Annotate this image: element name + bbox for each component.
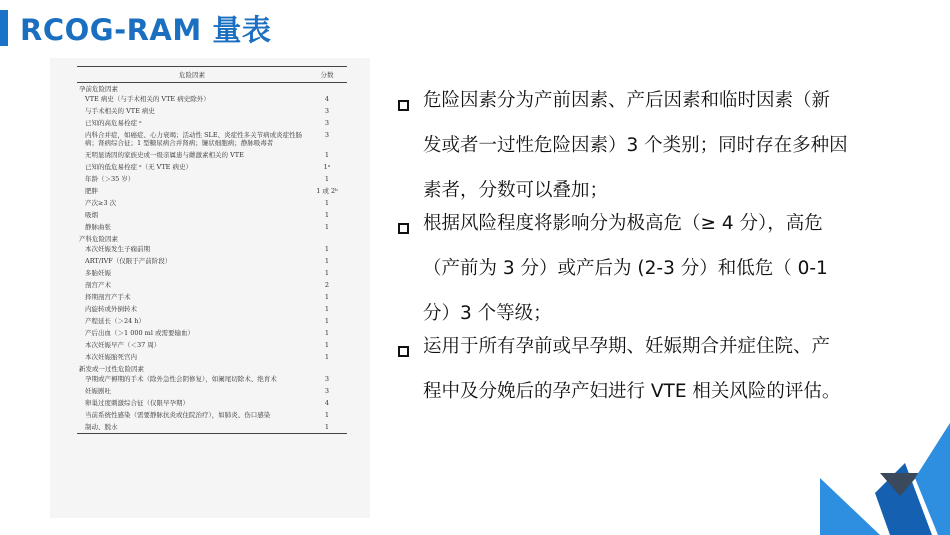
risk-factor-cell: 本次妊娠发生子痫前期 xyxy=(85,245,150,253)
risk-factor-cell: 本次妊娠早产（＜37 周） xyxy=(85,341,161,349)
table-row xyxy=(77,327,347,339)
table-row xyxy=(77,373,347,385)
table-row xyxy=(77,105,347,117)
score-cell: 1 xyxy=(324,341,330,349)
table-row xyxy=(77,339,347,351)
risk-factor-cell: 当前系统性感染（需要静脉抗炎或住院治疗），如肺炎、伤口感染 xyxy=(85,411,271,419)
rcog-table-image xyxy=(50,58,370,518)
table-row xyxy=(77,221,347,233)
score-cell: 3 xyxy=(324,131,330,139)
risk-factor-cell: 已知的低危易栓症 ᵃ（无 VTE 病史） xyxy=(85,163,192,171)
table-row xyxy=(77,149,347,161)
table-row xyxy=(77,197,347,209)
rcog-ram-table xyxy=(77,66,347,434)
score-cell: 1 xyxy=(324,317,330,325)
score-cell: 1 xyxy=(324,151,330,159)
table-row xyxy=(77,117,347,129)
risk-factor-cell: 静脉曲张 xyxy=(85,223,111,231)
bullet-item xyxy=(398,338,848,414)
table-category-row xyxy=(77,363,347,373)
score-cell xyxy=(307,83,347,94)
score-cell: 1 xyxy=(324,223,330,231)
risk-factor-cell: 新发或一过性危险因素 xyxy=(79,365,144,373)
risk-factor-cell: 内科合并症，如癌症、心力衰竭；活动性 SLE、炎症性多关节病或炎症性肠病；肾病综合征；1 型糖尿病合并肾病；镰状细胞病；静脉吸毒者 xyxy=(85,131,303,147)
score-cell: 1 xyxy=(324,199,330,207)
score-cell: 1 xyxy=(324,411,330,419)
score-cell: 3 xyxy=(324,119,330,127)
score-cell: 1 xyxy=(324,245,330,253)
risk-factor-cell: 与手术相关的 VTE 病史 xyxy=(85,107,155,115)
risk-factor-cell: 制动、脱水 xyxy=(77,421,307,434)
score-cell: 1 或 2ᵇ xyxy=(316,187,338,195)
risk-factor-cell: 本次妊娠胎死宫内 xyxy=(85,353,137,361)
header-score: 分数 xyxy=(307,67,347,83)
score-cell: 1 xyxy=(324,305,330,313)
header-risk-factor: 危险因素 xyxy=(77,67,307,83)
risk-factor-cell: 产后出血（＞1 000 ml 或需要输血） xyxy=(85,329,194,337)
bullet-text: 运用于所有孕前或早孕期、妊娠期合并症住院、产程中及分娩后的孕产妇进行 VTE 相关风险的评估。 xyxy=(423,336,841,402)
score-cell: 1 xyxy=(324,329,330,337)
square-bullet-icon xyxy=(398,346,409,357)
table-row xyxy=(77,421,347,434)
bullet-item xyxy=(398,92,848,213)
table-row xyxy=(77,209,347,221)
table-row xyxy=(77,185,347,197)
risk-factor-cell: 肥胖 xyxy=(85,187,98,195)
table-row xyxy=(77,267,347,279)
table-row xyxy=(77,409,347,421)
risk-factor-cell: 产次≥3 次 xyxy=(85,199,117,207)
score-cell: 2 xyxy=(324,281,330,289)
table-row xyxy=(77,315,347,327)
table-row xyxy=(77,291,347,303)
bullet-text: 危险因素分为产前因素、产后因素和临时因素（新发或者一过性危险因素）3 个类别；同时存在多种因素者，分数可以叠加； xyxy=(423,90,848,201)
table-row xyxy=(77,173,347,185)
deco-light-shape xyxy=(820,478,880,535)
risk-factor-cell: 择期剖宫产手术 xyxy=(85,293,131,301)
risk-factor-cell: 剖宫产术 xyxy=(85,281,111,289)
risk-factor-cell: ART/IVF（仅限于产前阶段） xyxy=(85,257,172,265)
score-cell: 1 xyxy=(324,211,330,219)
slide-title: RCOG-RAM 量表 xyxy=(20,13,272,47)
table-category-row xyxy=(77,233,347,243)
score-cell: 1ᵃ xyxy=(323,163,331,171)
bullet-text: 根据风险程度将影响分为极高危（≥ 4 分），高危（产前为 3 分）或产后为 (2-3 分）和低危（ 0-1 分）3 个等级； xyxy=(423,213,828,324)
risk-factor-cell: 吸烟 xyxy=(85,211,98,219)
risk-factor-cell: 孕前危险因素 xyxy=(79,85,118,93)
risk-factor-cell: 无明显诱因的家族史或一级亲属患与雌激素相关的 VTE xyxy=(85,151,244,159)
score-cell: 3 xyxy=(324,387,330,395)
table-row xyxy=(77,351,347,363)
table-row xyxy=(77,279,347,291)
bullet-item xyxy=(398,215,848,336)
risk-factor-cell: VTE 病史（与手术相关的 VTE 病史除外） xyxy=(85,95,210,103)
risk-factor-cell: 内旋转或外倒转术 xyxy=(85,305,137,313)
risk-factor-cell: 卵巢过度刺激综合征（仅限早孕期） xyxy=(85,399,189,407)
table-row xyxy=(77,161,347,173)
title-accent-bar xyxy=(0,10,8,46)
score-cell: 1 xyxy=(324,257,330,265)
score-cell: 1 xyxy=(324,353,330,361)
risk-factor-cell: 多胎妊娠 xyxy=(85,269,111,277)
risk-factor-cell: 妊娠剧吐 xyxy=(85,387,111,395)
square-bullet-icon xyxy=(398,100,409,111)
score-cell: 3 xyxy=(324,107,330,115)
risk-factor-cell: 已知的高危易栓症 ᵃ xyxy=(85,119,142,127)
risk-factor-cell: 年龄（＞35 岁） xyxy=(85,175,135,183)
table-row xyxy=(77,303,347,315)
table-category-row xyxy=(77,83,347,94)
table-row xyxy=(77,397,347,409)
score-cell: 1 xyxy=(324,175,330,183)
risk-factor-cell: 产科危险因素 xyxy=(79,235,118,243)
score-cell: 4 xyxy=(324,95,330,103)
table-row xyxy=(77,93,347,105)
score-cell: 1 xyxy=(307,421,347,434)
risk-factor-cell: 产程延长（＞24 h） xyxy=(85,317,146,325)
bullet-list xyxy=(398,92,848,416)
score-cell: 3 xyxy=(324,375,330,383)
score-cell: 1 xyxy=(324,269,330,277)
score-cell xyxy=(307,233,347,243)
table-row xyxy=(77,385,347,397)
table-row xyxy=(77,255,347,267)
table-row xyxy=(77,129,347,149)
square-bullet-icon xyxy=(398,223,409,234)
table-row xyxy=(77,243,347,255)
risk-factor-cell: 孕期或产褥期的手术（除外急性会阴修复），如阑尾切除术、绝育术 xyxy=(85,375,277,383)
score-cell: 1 xyxy=(324,293,330,301)
score-cell: 4 xyxy=(324,399,330,407)
score-cell xyxy=(307,363,347,373)
corner-logo-decoration xyxy=(820,418,950,535)
